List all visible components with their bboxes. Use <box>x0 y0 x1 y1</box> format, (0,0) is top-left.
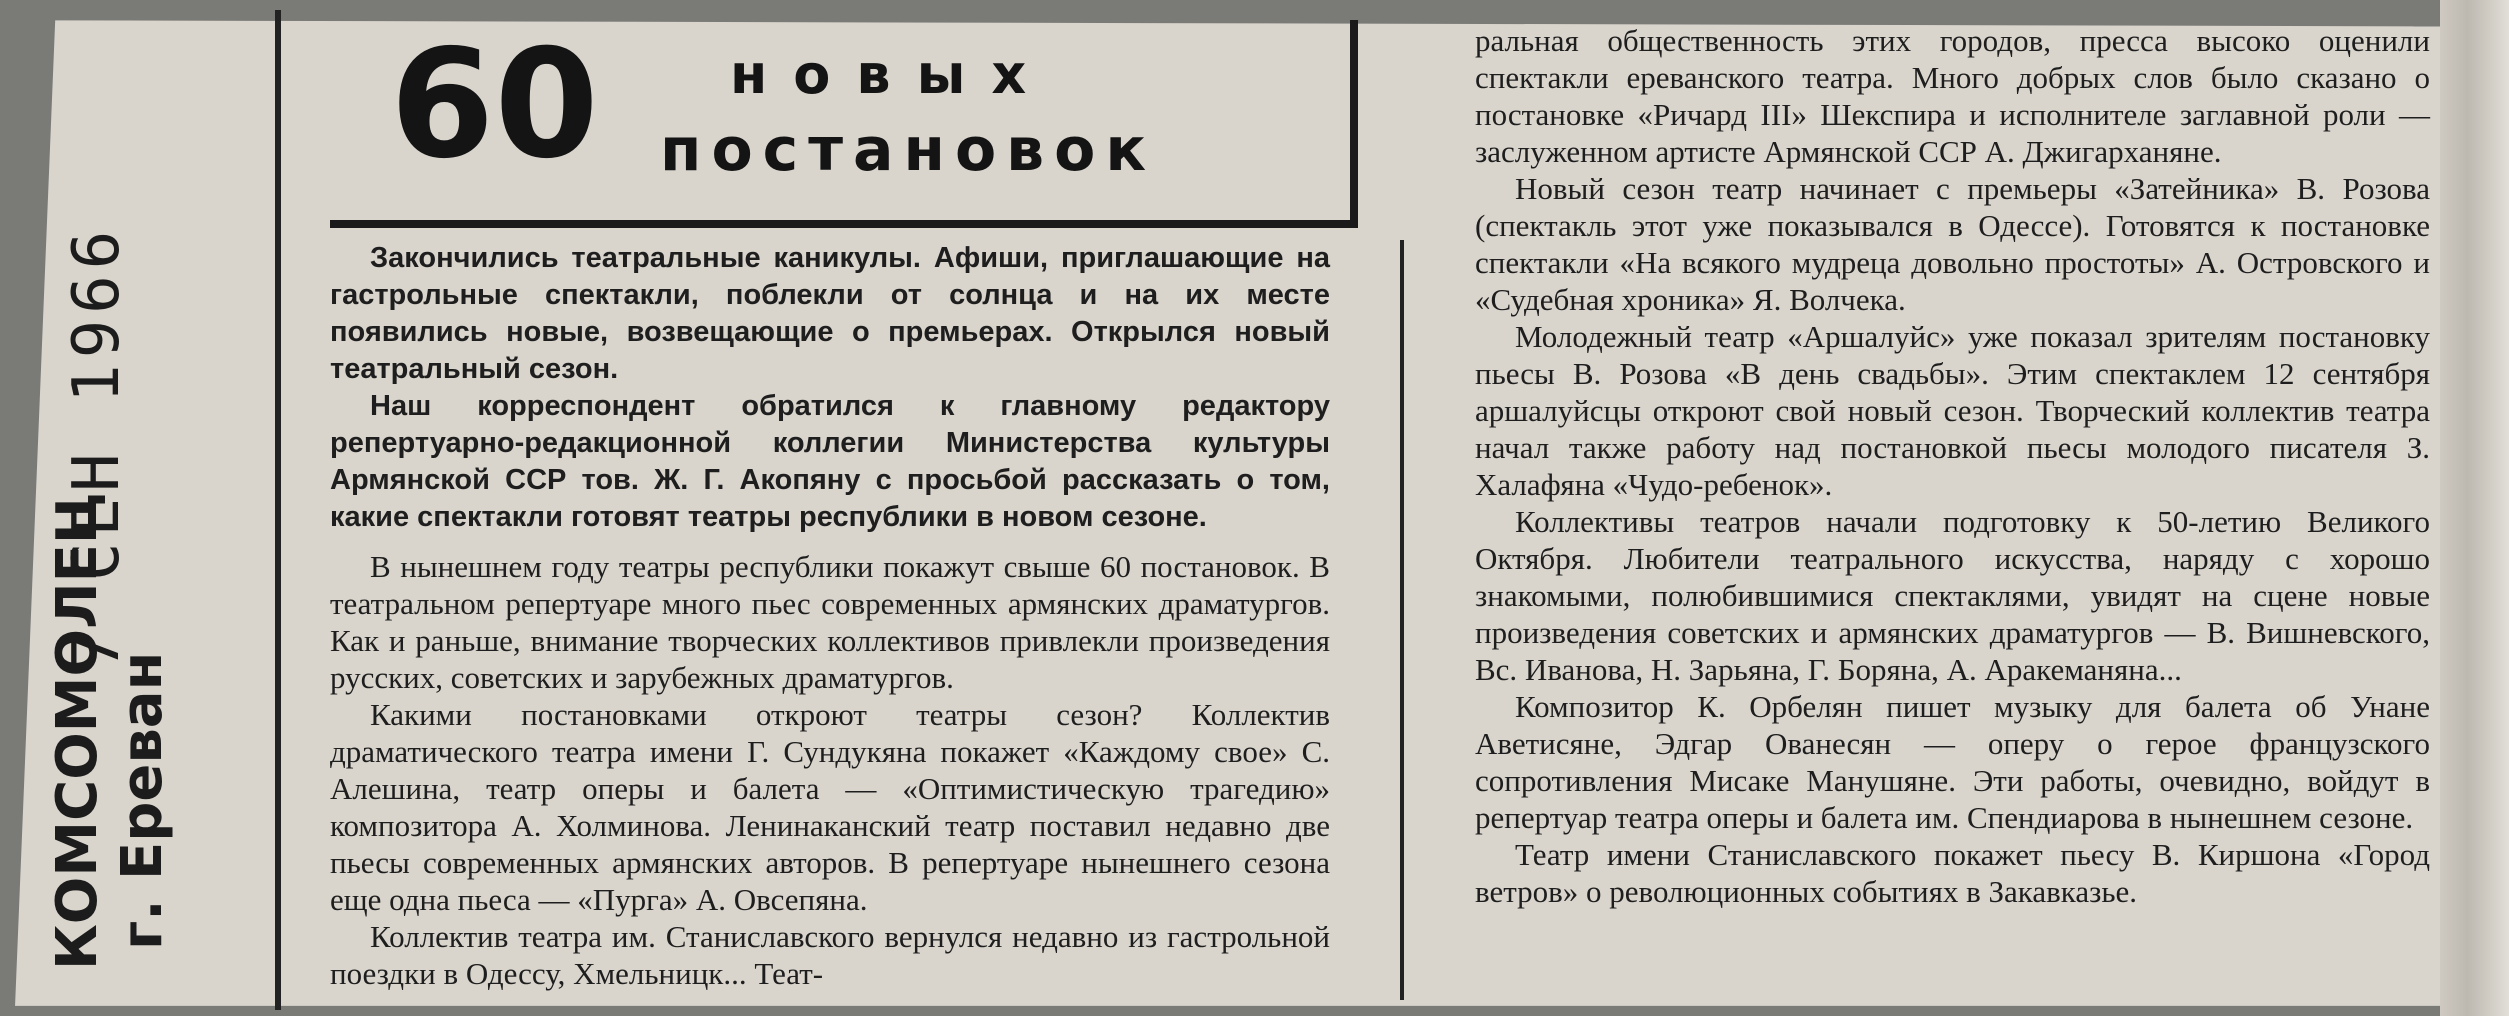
body-paragraph: Молодежный театр «Аршалуйс» уже показал зрителям постановку пьесы В. Розова «В день свадьбы». Этим спектаклем 12 сентября аршалуйсцы откроют свой новый сезон. Творческий коллектив театра начал также работу над постановкой пьесы молодого писателя З. Халафяна «Чудо-ребенок». <box>1475 319 2430 502</box>
body-paragraph: Новый сезон театр начинает с премьеры «Затейника» В. Розова (спектакль этот уже показывался в Одессе). Готовятся к постановке спектакли «На всякого мудреца довольно простоты» А. Островского и «Судебная хроника» Я. Волчека. <box>1475 171 2430 317</box>
clipping-left-rule <box>275 10 281 1010</box>
body-paragraph: Коллектив театра им. Станиславского вернулся недавно из гастрольной поездки в Одессу, Хмельницк... Теат- <box>330 919 1330 991</box>
lead-paragraph: Наш корреспондент обратился к главному редактору репертуарно-редакционной коллегии Министерства культуры Армянской ССР тов. Ж. Г. Акопяну с просьбой рассказать о том, какие спектакли готовят театры республики в новом сезоне. <box>330 390 1330 533</box>
headline-word-1: новых <box>730 43 1053 106</box>
body-paragraph: Коллективы театров начали подготовку к 50-летию Великого Октября. Любители театрального искусства, наряду с хорошо знакомыми, полюбившимися спектаклями, увидят на сцене новые произведения советских и армянских драматургов — В. Вишневского, Вс. Иванова, Н. Зарьяна, Г. Боряна, А. Аракеманяна... <box>1475 504 2430 687</box>
column-divider <box>1400 240 1404 1000</box>
paper-fold <box>2440 0 2509 1016</box>
headline-number: 60 <box>390 18 599 192</box>
lead-paragraph: Закончились театральные каникулы. Афиши, приглашающие на гастрольные спектакли, поблекли от солнца и на их месте появились новые, возвещающие о премьерах. Открылся новый театральный сезон. <box>330 242 1330 385</box>
date-stamp: 7 СЕН 1966 <box>60 224 134 670</box>
article-column-1 <box>330 548 1330 992</box>
body-paragraph: Композитор К. Орбелян пишет музыку для балета об Унане Аветисяне, Эдгар Ованесян — оперу о герое французского сопротивления Мисаке Манушяне. Эти работы, очевидно, войдут в репертуар театра оперы и балета им. Спендиарова в нынешнем сезоне. <box>1475 689 2430 835</box>
body-paragraph: ральная общественность этих городов, пресса высоко оценили спектакли ереванского театра. Много добрых слов было сказано о постановке «Ричард III» Шекспира и исполнителе заглавной роли — заслуженном артисте Армянской ССР А. Джигарханяне. <box>1475 23 2430 169</box>
body-paragraph: В нынешнем году театры республики покажут свыше 60 постановок. В театральном репертуаре много пьес современных армянских драматургов. Как и раньше, внимание творческих коллективов привлекли произведения русских, советских и зарубежных драматургов. <box>330 549 1330 695</box>
newspaper-name: КОМСОМОЛЕЦ <box>45 492 110 970</box>
body-paragraph: Театр имени Станиславского покажет пьесу В. Киршона «Город ветров» о революционных событиях в Закавказье. <box>1475 837 2430 909</box>
city-name: г. Ереван <box>110 651 175 950</box>
body-paragraph: Какими постановками откроют театры сезон? Коллектив драматического театра имени Г. Сундукяна покажет «Каждому свое» С. Алешина, театр оперы и балета — «Оптимистическую трагедию» композитора А. Холминова. Ленинаканский театр поставил недавно две пьесы современных армянских авторов. В репертуаре нынешнего сезона еще одна пьеса — «Пурга» А. Овсепяна. <box>330 697 1330 917</box>
headline-box <box>330 20 1358 228</box>
lead-section <box>330 240 1330 536</box>
headline-word-2: постановок <box>660 115 1157 185</box>
article-column-2 <box>1475 22 2430 910</box>
